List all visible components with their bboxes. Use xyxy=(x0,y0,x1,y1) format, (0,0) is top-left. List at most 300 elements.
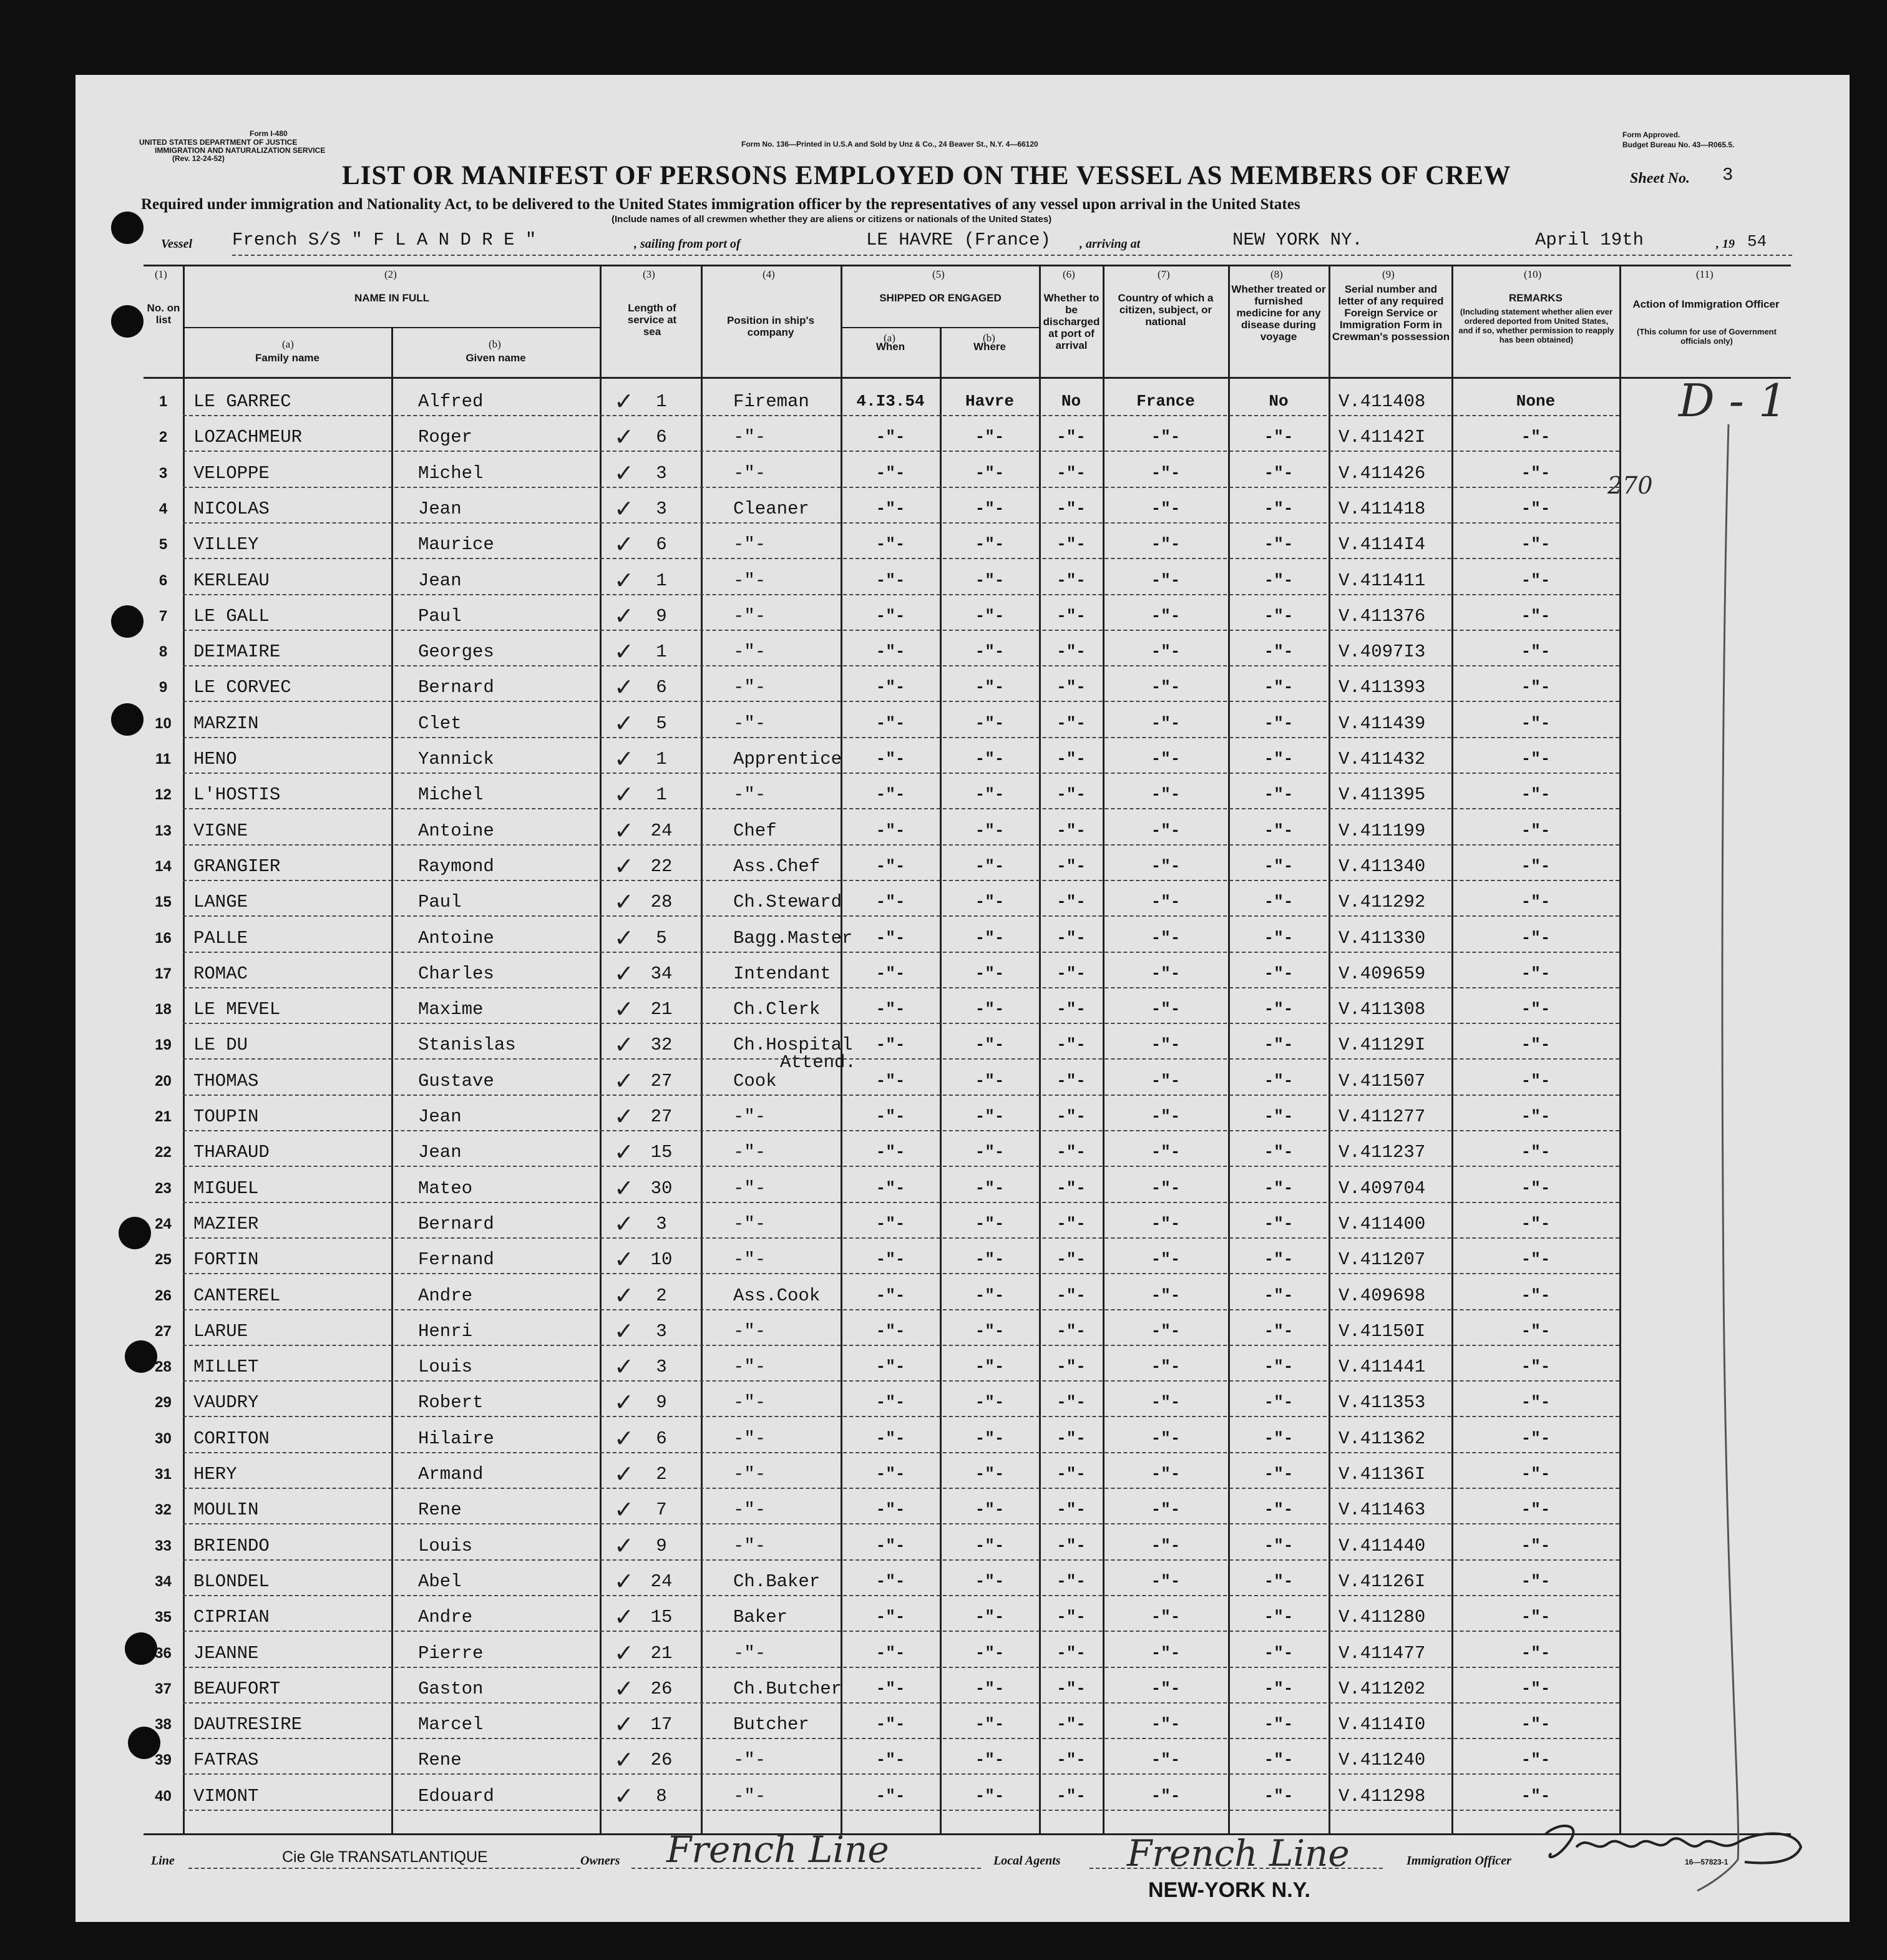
cell-country: -"- xyxy=(1151,1393,1181,1412)
cell-given: Armand xyxy=(418,1464,484,1485)
cell-remarks: -"- xyxy=(1521,1178,1551,1197)
cell-serial: V.4114I0 xyxy=(1338,1714,1426,1735)
cell-when: -"- xyxy=(875,713,905,733)
check-mark-icon: ✓ xyxy=(614,1639,634,1667)
printer-note: Form No. 136—Printed in U.S.A and Sold by Unz & Co., 24 Beaver St., N.Y. 4—66120 xyxy=(741,140,1038,149)
cell-treated: -"- xyxy=(1264,463,1294,482)
cell-family: BLONDEL xyxy=(193,1571,270,1592)
approval-line2: Budget Bureau No. 43—R065.5. xyxy=(1622,140,1735,149)
cell-treated: -"- xyxy=(1264,1250,1294,1269)
cell-position: -"- xyxy=(733,427,766,448)
row-rule xyxy=(183,1130,1619,1131)
cell-when: -"- xyxy=(875,463,905,482)
crew-row xyxy=(144,884,1791,920)
cell-where: -"- xyxy=(975,1715,1005,1734)
cell-country: -"- xyxy=(1151,1143,1181,1162)
cell-service: 1 xyxy=(656,391,667,412)
cell-treated: -"- xyxy=(1264,1357,1294,1377)
cell-given: Robert xyxy=(418,1392,484,1413)
cell-no: 29 xyxy=(155,1394,172,1411)
cell-when: -"- xyxy=(875,1071,905,1090)
cell-when: -"- xyxy=(875,963,905,983)
cell-position: -"- xyxy=(733,1535,766,1556)
cell-no: 10 xyxy=(155,714,172,732)
cell-given: Clet xyxy=(418,713,462,734)
year-value: 54 xyxy=(1747,232,1767,251)
check-mark-icon: ✓ xyxy=(614,388,634,415)
cell-serial: V.411280 xyxy=(1338,1607,1426,1628)
cell-family: VIMONT xyxy=(193,1785,259,1806)
cell-serial: V.409704 xyxy=(1338,1177,1426,1199)
agency-line2: IMMIGRATION AND NATURALIZATION SERVICE xyxy=(155,146,326,155)
cell-treated: No xyxy=(1269,392,1289,411)
crew-row xyxy=(144,419,1791,455)
crew-row xyxy=(144,598,1791,634)
cell-where: -"- xyxy=(975,1357,1005,1377)
col-number: (5) xyxy=(932,268,945,280)
row-rule xyxy=(183,1523,1619,1524)
cell-remarks: None xyxy=(1516,392,1556,411)
cell-family: VILLEY xyxy=(193,534,259,555)
cell-given: Charles xyxy=(418,963,494,984)
cell-remarks: -"- xyxy=(1521,1214,1551,1233)
cell-service: 3 xyxy=(656,462,667,484)
row-rule xyxy=(183,630,1619,631)
cell-serial: V.411340 xyxy=(1338,856,1426,877)
row-rule xyxy=(183,594,1619,595)
cell-serial: V.411376 xyxy=(1338,605,1426,627)
row-rule xyxy=(183,1416,1619,1417)
cell-when: -"- xyxy=(875,642,905,661)
cell-treated: -"- xyxy=(1264,678,1294,697)
cell-remarks: -"- xyxy=(1521,963,1551,983)
cell-treated: -"- xyxy=(1264,1285,1294,1305)
cell-position: Fireman xyxy=(733,391,809,412)
cell-service: 6 xyxy=(656,427,667,448)
cell-serial: V.411330 xyxy=(1338,927,1426,948)
check-mark-icon: ✓ xyxy=(614,745,634,773)
cell-given: Louis xyxy=(418,1535,473,1556)
cell-country: -"- xyxy=(1151,1500,1181,1519)
cell-no: 38 xyxy=(155,1716,172,1733)
check-mark-icon: ✓ xyxy=(614,1746,634,1774)
cell-family: DEIMAIRE xyxy=(193,641,281,663)
cell-given: Maxime xyxy=(418,999,484,1020)
check-mark-icon: ✓ xyxy=(614,1388,634,1416)
cell-given: Rene xyxy=(418,1499,462,1521)
cell-where: -"- xyxy=(975,570,1005,590)
cell-remarks: -"- xyxy=(1521,1321,1551,1340)
cell-country: -"- xyxy=(1151,1679,1181,1698)
crew-row xyxy=(144,1564,1791,1599)
cell-treated: -"- xyxy=(1264,1143,1294,1162)
owners-label: Owners xyxy=(580,1854,620,1868)
cell-when: -"- xyxy=(875,1643,905,1662)
row-rule xyxy=(183,1595,1619,1596)
cell-service: 6 xyxy=(656,534,667,555)
table-top-border xyxy=(144,265,1791,266)
cell-position: Butcher xyxy=(733,1714,809,1735)
check-mark-icon: ✓ xyxy=(614,1531,634,1559)
cell-discharged: -"- xyxy=(1056,1178,1086,1197)
cell-service: 3 xyxy=(656,498,667,519)
vessel-name: French S/S " F L A N D R E " xyxy=(232,230,537,250)
cell-family: VIGNE xyxy=(193,820,248,841)
row-rule xyxy=(183,1452,1619,1453)
cell-no: 23 xyxy=(155,1179,172,1197)
row-rule xyxy=(183,737,1619,738)
crew-row xyxy=(144,1707,1791,1742)
cell-when: -"- xyxy=(875,1143,905,1162)
check-mark-icon: ✓ xyxy=(614,638,634,666)
cell-position: Ass.Chef xyxy=(733,856,821,877)
cell-no: 25 xyxy=(155,1251,172,1269)
cell-family: CANTEREL xyxy=(193,1285,281,1306)
check-mark-icon: ✓ xyxy=(614,1138,634,1166)
cell-where: Havre xyxy=(965,392,1014,411)
cell-discharged: -"- xyxy=(1056,1143,1086,1162)
cell-given: Alfred xyxy=(418,391,484,412)
col-number: (8) xyxy=(1270,268,1283,280)
cell-no: 26 xyxy=(155,1287,172,1304)
header-where: Where xyxy=(973,341,1006,353)
cell-country: -"- xyxy=(1151,1715,1181,1734)
cell-serial: V.41129I xyxy=(1338,1035,1426,1056)
cell-family: THOMAS xyxy=(193,1070,259,1091)
cell-no: 19 xyxy=(155,1036,172,1054)
cell-country: France xyxy=(1136,392,1195,411)
cell-treated: -"- xyxy=(1264,1107,1294,1126)
cell-treated: -"- xyxy=(1264,1715,1294,1734)
cell-treated: -"- xyxy=(1264,785,1294,804)
crew-row xyxy=(144,1206,1791,1242)
cell-no: 39 xyxy=(155,1752,172,1769)
cell-where: -"- xyxy=(975,963,1005,983)
check-mark-icon: ✓ xyxy=(614,1317,634,1345)
cell-serial: V.409698 xyxy=(1338,1285,1426,1306)
name-sub-divider xyxy=(183,327,600,328)
crew-row xyxy=(144,1671,1791,1707)
cell-given: Maurice xyxy=(418,534,494,555)
crew-row xyxy=(144,1456,1791,1492)
cell-serial: V.411308 xyxy=(1338,999,1426,1020)
cell-no: 33 xyxy=(155,1537,172,1554)
cell-where: -"- xyxy=(975,499,1005,518)
cell-country: -"- xyxy=(1151,463,1181,482)
cell-serial: V.411298 xyxy=(1338,1785,1426,1806)
cell-serial: V.411362 xyxy=(1338,1428,1426,1449)
cell-family: L'HOSTIS xyxy=(193,784,281,806)
crew-row xyxy=(144,1636,1791,1671)
cell-position: Cleaner xyxy=(733,498,809,519)
row-rule xyxy=(183,808,1619,809)
cell-service: 8 xyxy=(656,1785,667,1806)
cell-remarks: -"- xyxy=(1521,1428,1551,1448)
check-mark-icon: ✓ xyxy=(614,1174,634,1202)
row-rule xyxy=(183,1058,1619,1060)
cell-when: -"- xyxy=(875,499,905,518)
crew-row xyxy=(144,1528,1791,1564)
cell-no: 12 xyxy=(155,786,172,804)
cell-no: 28 xyxy=(155,1358,172,1376)
cell-where: -"- xyxy=(975,821,1005,840)
row-rule xyxy=(183,1810,1619,1811)
cell-discharged: -"- xyxy=(1056,1465,1086,1483)
cell-service: 27 xyxy=(650,1106,673,1127)
cell-country: -"- xyxy=(1151,713,1181,733)
sailing-label: , sailing from port of xyxy=(634,237,741,251)
cell-position: -"- xyxy=(733,1177,766,1199)
row-rule xyxy=(183,1738,1619,1739)
header-given-name: Given name xyxy=(466,352,526,364)
header-remarks: REMARKS xyxy=(1509,292,1563,304)
cell-given: Raymond xyxy=(418,856,494,877)
cell-position: -"- xyxy=(733,1106,766,1127)
sub-col-number: (a) xyxy=(282,338,294,350)
check-mark-icon: ✓ xyxy=(614,566,634,594)
cell-where: -"- xyxy=(975,1679,1005,1698)
cell-family: MOULIN xyxy=(193,1499,259,1521)
cell-family: HERY xyxy=(193,1464,237,1485)
cell-country: -"- xyxy=(1151,963,1181,983)
cell-country: -"- xyxy=(1151,1643,1181,1662)
cell-no: 34 xyxy=(155,1572,172,1590)
crew-row xyxy=(144,527,1791,562)
cell-discharged: No xyxy=(1061,392,1081,411)
cell-serial: V.411202 xyxy=(1338,1678,1426,1699)
cell-service: 3 xyxy=(656,1357,667,1378)
cell-family: FORTIN xyxy=(193,1249,259,1270)
cell-discharged: -"- xyxy=(1056,1500,1086,1519)
cell-position: -"- xyxy=(733,570,766,591)
crew-row xyxy=(144,1492,1791,1528)
cell-when: -"- xyxy=(875,821,905,840)
cell-country: -"- xyxy=(1151,1107,1181,1126)
cell-family: MARZIN xyxy=(193,713,259,734)
cell-discharged: -"- xyxy=(1056,570,1086,590)
cell-given: Roger xyxy=(418,427,473,448)
check-mark-icon: ✓ xyxy=(614,1710,634,1738)
check-mark-icon: ✓ xyxy=(614,673,634,701)
cell-position: Ch.Hospital xyxy=(733,1035,853,1056)
cell-where: -"- xyxy=(975,1500,1005,1519)
cell-remarks: -"- xyxy=(1521,892,1551,912)
col-number: (10) xyxy=(1524,268,1542,280)
cell-treated: -"- xyxy=(1264,892,1294,912)
cell-family: NICOLAS xyxy=(193,498,270,519)
line-label: Line xyxy=(151,1854,175,1868)
cell-remarks: -"- xyxy=(1521,1143,1551,1162)
form-revision: (Rev. 12-24-52) xyxy=(172,154,225,163)
check-mark-icon: ✓ xyxy=(614,1209,634,1237)
row-rule xyxy=(183,1273,1619,1274)
crew-row xyxy=(144,813,1791,849)
check-mark-icon: ✓ xyxy=(614,888,634,916)
cell-serial: V.4114I4 xyxy=(1338,534,1426,555)
officer-label: Immigration Officer xyxy=(1407,1854,1511,1868)
check-mark-icon: ✓ xyxy=(614,995,634,1023)
cell-country: -"- xyxy=(1151,892,1181,912)
cell-country: -"- xyxy=(1151,535,1181,554)
cell-no: 35 xyxy=(155,1609,172,1626)
cell-service: 5 xyxy=(656,713,667,734)
cell-serial: V.411292 xyxy=(1338,892,1426,913)
cell-position: -"- xyxy=(733,641,766,663)
cell-where: -"- xyxy=(975,678,1005,697)
cell-given: Rene xyxy=(418,1750,462,1771)
cell-no: 40 xyxy=(155,1787,172,1805)
cell-treated: -"- xyxy=(1264,821,1294,840)
cell-serial: V.41136I xyxy=(1338,1464,1426,1485)
cell-no: 13 xyxy=(155,822,172,839)
cell-country: -"- xyxy=(1151,606,1181,625)
check-mark-icon: ✓ xyxy=(614,1424,634,1452)
cell-treated: -"- xyxy=(1264,749,1294,768)
cell-remarks: -"- xyxy=(1521,1071,1551,1090)
row-rule xyxy=(183,844,1619,846)
cell-discharged: -"- xyxy=(1056,606,1086,625)
cell-where: -"- xyxy=(975,642,1005,661)
cell-remarks: -"- xyxy=(1521,1500,1551,1519)
cell-country: -"- xyxy=(1151,1071,1181,1090)
cell-remarks: -"- xyxy=(1521,821,1551,840)
cell-remarks: -"- xyxy=(1521,785,1551,804)
cell-treated: -"- xyxy=(1264,642,1294,661)
crew-row xyxy=(144,563,1791,598)
crew-row xyxy=(144,777,1791,812)
cell-country: -"- xyxy=(1151,1607,1181,1627)
cell-treated: -"- xyxy=(1264,963,1294,983)
cell-given: Antoine xyxy=(418,927,494,948)
header-discharged: Whether to be discharged at port of arrival xyxy=(1043,292,1100,351)
cell-where: -"- xyxy=(975,928,1005,947)
cell-treated: -"- xyxy=(1264,1393,1294,1412)
sub-col-number: (b) xyxy=(489,338,501,350)
cell-remarks: -"- xyxy=(1521,1536,1551,1555)
cell-discharged: -"- xyxy=(1056,1393,1086,1412)
cell-discharged: -"- xyxy=(1056,713,1086,733)
cell-serial: V.411207 xyxy=(1338,1249,1426,1270)
col-number: (7) xyxy=(1158,268,1170,280)
cell-discharged: -"- xyxy=(1056,1285,1086,1305)
cell-remarks: -"- xyxy=(1521,642,1551,661)
cell-position: -"- xyxy=(733,1320,766,1342)
cell-when: -"- xyxy=(875,1428,905,1448)
owners-underline xyxy=(631,1868,981,1869)
cell-service: 10 xyxy=(650,1249,673,1270)
cell-serial: V.411477 xyxy=(1338,1642,1426,1664)
cell-serial: V.411395 xyxy=(1338,784,1426,806)
cell-position: -"- xyxy=(733,1249,766,1270)
cell-given: Abel xyxy=(418,1571,462,1592)
cell-discharged: -"- xyxy=(1056,1321,1086,1340)
check-mark-icon: ✓ xyxy=(614,1246,634,1274)
cell-country: -"- xyxy=(1151,1285,1181,1305)
cell-when: -"- xyxy=(875,1000,905,1019)
cell-discharged: -"- xyxy=(1056,642,1086,661)
check-mark-icon: ✓ xyxy=(614,1460,634,1488)
cell-country: -"- xyxy=(1151,856,1181,875)
cell-family: JEANNE xyxy=(193,1642,259,1664)
cell-when: -"- xyxy=(875,1500,905,1519)
cell-given: Fernand xyxy=(418,1249,494,1270)
cell-serial: V.409659 xyxy=(1338,963,1426,984)
cell-position: -"- xyxy=(733,462,766,484)
check-mark-icon: ✓ xyxy=(614,1674,634,1702)
cell-family: LANGE xyxy=(193,892,248,913)
cell-service: 24 xyxy=(650,1571,673,1592)
cell-treated: -"- xyxy=(1264,606,1294,625)
check-mark-icon: ✓ xyxy=(614,781,634,809)
cell-country: -"- xyxy=(1151,427,1181,447)
crew-row xyxy=(144,1099,1791,1134)
footer-code: 16—57823-1 xyxy=(1685,1858,1729,1866)
cell-no: 15 xyxy=(155,894,172,911)
crew-row xyxy=(144,634,1791,670)
header-remarks-note: (Including statement whether alien ever ordered deported from United States, and if so, whether permission to reapply has been obtained) xyxy=(1458,307,1614,344)
cell-position: Bagg.Master xyxy=(733,927,853,948)
cell-given: Jean xyxy=(418,1142,462,1163)
cell-discharged: -"- xyxy=(1056,1750,1086,1770)
cell-country: -"- xyxy=(1151,1428,1181,1448)
binder-hole xyxy=(111,212,144,244)
crew-row xyxy=(144,920,1791,956)
cell-treated: -"- xyxy=(1264,1321,1294,1340)
cell-serial: V.41142I xyxy=(1338,427,1426,448)
crew-row xyxy=(144,1742,1791,1778)
cell-no: 36 xyxy=(155,1644,172,1662)
form-note: (Include names of all crewmen whether they are aliens or citizens or nationals of the United States) xyxy=(612,214,1052,225)
cell-given: Stanislas xyxy=(418,1035,516,1056)
cell-serial: V.411440 xyxy=(1338,1535,1426,1556)
crew-row xyxy=(144,1134,1791,1170)
cell-treated: -"- xyxy=(1264,1536,1294,1555)
cell-discharged: -"- xyxy=(1056,1786,1086,1805)
sub-col-number: (a) xyxy=(884,332,895,344)
cell-family: CORITON xyxy=(193,1428,270,1449)
agents-stamp: NEW-YORK N.Y. xyxy=(1148,1878,1310,1902)
cell-remarks: -"- xyxy=(1521,535,1551,554)
cell-family: GRANGIER xyxy=(193,856,281,877)
cell-where: -"- xyxy=(975,1465,1005,1483)
check-mark-icon: ✓ xyxy=(614,1066,634,1095)
crew-row xyxy=(144,1171,1791,1206)
cell-treated: -"- xyxy=(1264,1607,1294,1627)
cell-given: Andre xyxy=(418,1607,473,1628)
header-position: Position in ship's company xyxy=(726,314,815,338)
cell-remarks: -"- xyxy=(1521,1465,1551,1483)
cell-discharged: -"- xyxy=(1056,892,1086,912)
cell-when: -"- xyxy=(875,1250,905,1269)
cell-where: -"- xyxy=(975,1607,1005,1627)
row-rule xyxy=(183,1202,1619,1203)
agents-label: Local Agents xyxy=(993,1854,1061,1868)
cell-family: MAZIER xyxy=(193,1213,259,1234)
row-rule xyxy=(183,1773,1619,1775)
cell-service: 21 xyxy=(650,1642,673,1664)
cell-service: 15 xyxy=(650,1142,673,1163)
cell-where: -"- xyxy=(975,749,1005,768)
cell-where: -"- xyxy=(975,1750,1005,1770)
cell-no: 22 xyxy=(155,1144,172,1161)
cell-position: -"- xyxy=(733,534,766,555)
cell-service: 21 xyxy=(650,999,673,1020)
cell-no: 5 xyxy=(158,536,168,553)
cell-serial: V.411237 xyxy=(1338,1142,1426,1163)
cell-discharged: -"- xyxy=(1056,1643,1086,1662)
shipped-sub-divider xyxy=(841,327,1039,328)
cell-no: 8 xyxy=(158,643,168,661)
